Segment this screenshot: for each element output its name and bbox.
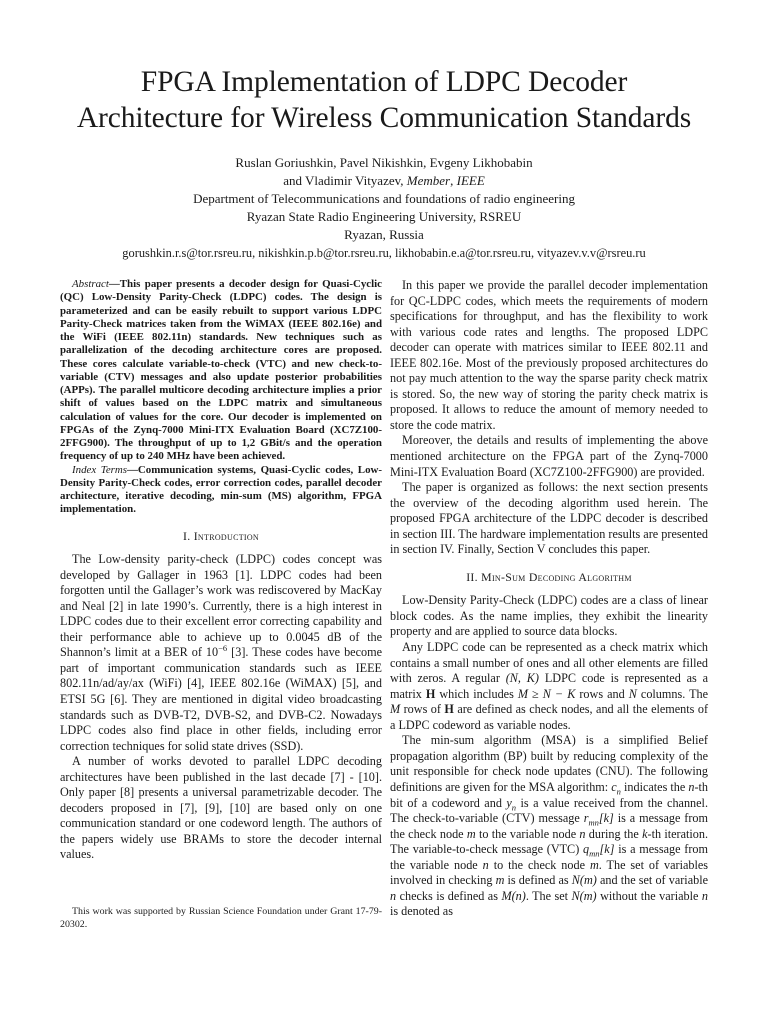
math-q-arg: [k] (599, 842, 615, 857)
authors-org: IEEE (456, 173, 485, 188)
minsum-p3-text-p: without the variable (596, 888, 702, 903)
minsum-paragraph-3 (390, 733, 708, 920)
minsum-p3-text-b: indicates the (620, 779, 689, 794)
title-line-2: Architecture for Wireless Communication Standards (76, 102, 692, 134)
minsum-p3-text-a: The min-sum algorithm (MSA) is a simplified Belief propagation algorithm (BP) built by reducing complexity of the unit responsible for check node updates (CNU). The following definitions are given for the MSA algorithm: (390, 733, 708, 794)
math-yn (506, 796, 516, 810)
math-k: k (642, 826, 648, 841)
right-column (390, 278, 708, 920)
math-m-2: m (589, 857, 599, 872)
math-H-2: H (444, 702, 454, 717)
section-heading-min-sum (390, 570, 708, 586)
minsum-p2-text-f: rows of (400, 702, 445, 717)
math-yn-sub: n (511, 801, 517, 812)
affiliation-university: Ryazan State Radio Engineering University, RSREU (246, 209, 522, 224)
minsum-p3-text-l: is defined as (504, 873, 572, 888)
math-n-4: n (390, 888, 397, 903)
math-m-1: m (466, 826, 476, 841)
abstract-lead: Abstract (72, 278, 109, 290)
math-nk: (N, K) (505, 671, 539, 686)
math-qmn (583, 842, 615, 859)
authors-line-2: and Vladimir Vityazev, Member, IEEE (283, 173, 485, 188)
section-2-numeral: II. (466, 569, 478, 584)
math-n-3: n (482, 857, 489, 872)
affiliation-department: Department of Telecommunications and foundations of radio engineering (193, 191, 575, 206)
affiliation-city: Ryazan, Russia (344, 227, 424, 242)
math-n-5: n (701, 888, 708, 903)
minsum-p2-text-a: Any LDPC code can be represented as a check matrix which contains a small number of ones and all other elements are filled with zeros. A regular (390, 640, 708, 686)
math-n-2: n (579, 826, 586, 841)
intro-paragraph-2: A number of works devoted to parallel LDPC decoding architectures have been published in the last decade [7] - [10]. Only paper [8] presents a universal parametrizable decoder. The decoders proposed in [7], [9], [10] are based only on one communication standard or one codeword length. The authors of the papers widely use BRAMs to store the decoder internal values. (60, 754, 382, 862)
minsum-p3-text-k: . The set of variables involved in checking (390, 857, 708, 888)
math-Mn: M(n) (501, 888, 526, 903)
minsum-p2-text-e: columns. The (636, 686, 709, 701)
math-M: M (390, 702, 401, 717)
math-N: N (628, 686, 637, 701)
intro-p1-a: The Low-density parity-check (LDPC) codes concept was developed by Gallager in 1963 [1]. LDPC codes had been forgotten until the Gallager’s work was rediscovered by MacKay and Neal [2] in late 1990’s. Currently, there is a high interest in LDPC codes due to their excellent error correcting capability and their performance able to achieve up to 0.0045 dB of the Shannon’s limit at a BER of 10 (60, 552, 382, 660)
minsum-p3-text-c: -th bit of a codeword and (390, 779, 708, 810)
math-inequality: M ≥ N − K (517, 686, 576, 701)
minsum-p3-text-h: -th iteration. The variable-to-check message (VTC) (390, 826, 708, 857)
math-n-1: n (688, 779, 695, 794)
minsum-paragraph-1: Low-Density Parity-Check (LDPC) codes are a class of linear block codes. As the name implies, they exhibit the linearity property and are applied to source data blocks. (390, 593, 708, 639)
minsum-p3-text-j: to the check node (488, 857, 590, 872)
minsum-p3-text-n: checks is defined as (396, 888, 502, 903)
minsum-p3-text-end: is denoted as (390, 904, 453, 919)
minsum-p3-text-e: is a message from the check node (390, 811, 708, 841)
index-terms-text: —Communication systems, Quasi-Cyclic codes, Low-Density Parity-Check codes, error correction codes, parallel decoder architecture, iterative decoding, min-sum (MS) algorithm, FPGA implementation. (60, 463, 383, 516)
minsum-p3-text-g: during the (585, 826, 643, 841)
math-r-base: r (583, 811, 589, 826)
authors-line-2-prefix: and Vladimir Vityazev, (283, 173, 404, 188)
math-H: H (425, 686, 436, 701)
math-r-sub: mn (588, 817, 599, 828)
right-paragraph-2: Moreover, the details and results of implementing the above mentioned architecture on the FPGA part of the Zynq-7000 Mini-ITX Evaluation Board (XC7Z100-2FFG900) are provided. (390, 433, 708, 479)
minsum-paragraph-2 (390, 640, 708, 733)
authors-role: Member (406, 173, 451, 188)
math-m-3: m (495, 873, 505, 888)
minsum-p2-text-c: which includes (435, 686, 518, 701)
right-paragraph-3: The paper is organized as follows: the next section presents the overview of the decoding algorithm used herein. The proposed FPGA architecture of the LDPC decoder is described in section III. The hardware implementation results are presented in section IV. Finally, Section V concludes this paper. (390, 480, 708, 557)
intro-p1-b: [3]. These codes have become part of important communication standards such as IEEE 802.11n/ad/ay/ax (WiFi) [4], IEEE 802.16e (WiMAX) [5], and ETSI 5G [6]. They are mentioned in digital video broadcasting standards such as DVB-T2, DVB-S2, and DVB-C2. Nowadays LDPC codes also find place in other fields, including error correction techniques for solid state drives (SSD). (60, 645, 382, 753)
math-yn-base: y (506, 795, 512, 810)
index-terms (60, 464, 382, 517)
paper-title (30, 64, 738, 136)
math-Nm-2: N(m) (571, 888, 597, 903)
minsum-p2-text-g: are defined as check nodes, and all the elements of a LDPC codeword as variable nodes. (390, 702, 708, 732)
minsum-p2-text-d: rows and (575, 686, 629, 701)
math-rmn (583, 811, 614, 828)
math-cn-base: c (611, 779, 617, 794)
section-1-numeral: I. (182, 528, 191, 543)
title-line-1: FPGA Implementation of LDPC Decoder (140, 66, 628, 98)
section-2-title: Min-Sum Decoding Algorithm (481, 569, 632, 584)
minsum-p3-text-d: is a value received from the channel. The check-to-variable (CTV) message (390, 795, 708, 826)
math-cn (611, 779, 621, 797)
index-terms-lead: Index Terms (72, 463, 128, 476)
author-emails: gorushkin.r.s@tor.rsreu.ru, nikishkin.p.b@tor.rsreu.ru, likhobabin.e.a@tor.rsreu.ru, vityazev.v.v@rsreu.ru (122, 246, 646, 260)
right-paragraph-1: In this paper we provide the parallel decoder implementation for QC-LDPC codes, which meets the requirements of modern specifications for throughput, and has the flexibility to work with various code rates and lengths. The proposed LDPC decoder can operate with matrices similar to IEEE 802.11 and IEEE 802.16e. Most of the previously proposed architectures do not pay much attention to the way the sparse parity check matrix is stored. So, the new way of storing the parity check matrix is proposed. It allows to reduce the amount of memory needed to store the code matrix. (390, 278, 708, 432)
section-1-title: Introduction (193, 528, 260, 543)
math-q-sub: mn (589, 848, 600, 859)
minsum-p3-text-f: to the variable node (475, 826, 580, 841)
math-cn-sub: n (616, 786, 621, 797)
math-q-base: q (583, 842, 590, 857)
authors-line-1: Ruslan Goriushkin, Pavel Nikishkin, Evgeny Likhobabin (235, 155, 533, 170)
abstract-text: —This paper presents a decoder design for Quasi-Cyclic (QC) Low-Density Parity-Check (LDPC) codes. The design is parameterized and can be easily rebuilt to support various LDPC Parity-Check matrices taken from the WiMAX (IEEE 802.16e) and the WiFi (IEEE 802.11n) standards. New techniques such as parallelization of the decoding architecture cores are proposed. These cores calculate variable-to-check (VTC) and new check-to-variable (CTV) messages and also update posterior probabilities (APPs). The parallel multicore decoding architecture implies a prior shift of values based on the LDPC matrix and simultaneous calculation of values for the core. Our decoder is implemented on FPGAs of the Zynq-7000 Mini-ITX Evaluation Board (XC7Z100-2FFG900). The throughput of up to 1,2 GBit/s and the operation frequency of up to 240 MHz have been achieved. (60, 278, 382, 463)
left-column (60, 278, 382, 863)
section-heading-introduction (60, 529, 382, 545)
footnote-text: This work was supported by Russian Science Foundation under Grant 17-79-20302. (60, 906, 382, 930)
math-Nm: N(m) (571, 873, 597, 888)
intro-p1-exponent: −6 (218, 643, 228, 654)
math-r-arg: [k] (598, 811, 614, 826)
minsum-p2-text-b: LDPC code is represented as a matrix (390, 671, 709, 701)
abstract (60, 278, 382, 464)
intro-paragraph-1 (60, 552, 382, 754)
minsum-p3-text-i: is a message from the variable node (390, 842, 708, 872)
author-block (30, 154, 738, 262)
footnote (60, 906, 382, 931)
minsum-p3-text-o: . The set (525, 888, 572, 903)
minsum-p3-text-m: and the set of variable (596, 873, 708, 888)
